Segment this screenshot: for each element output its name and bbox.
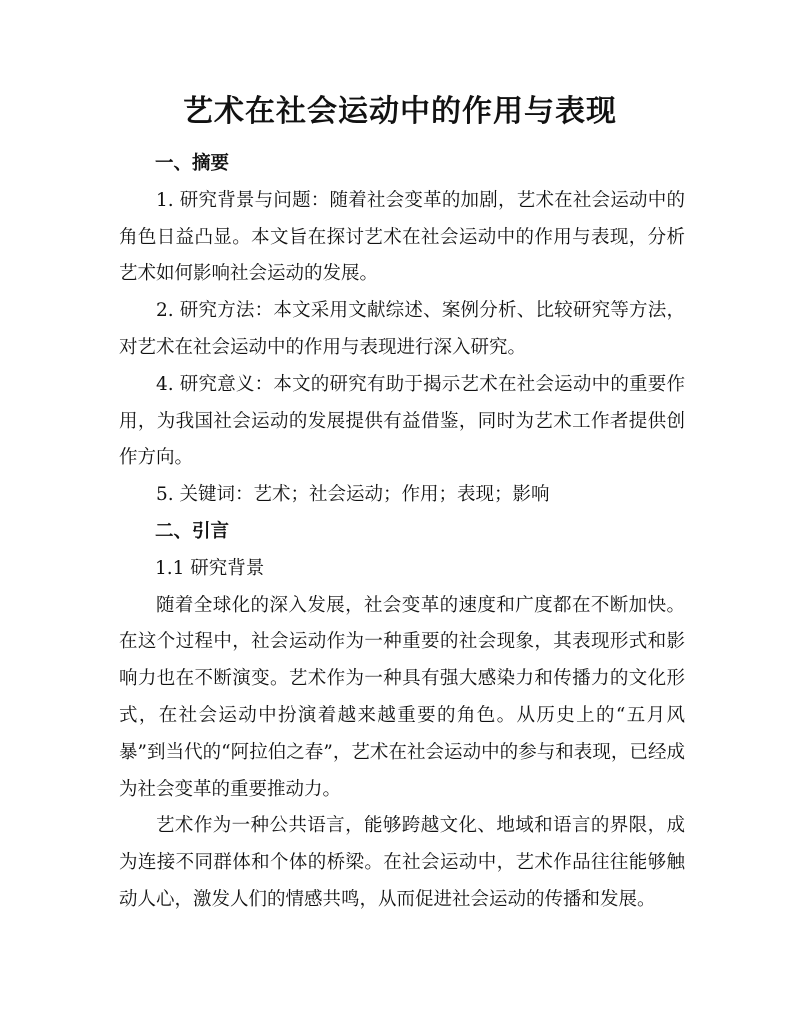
document-title: 艺术在社会运动中的作用与表现 xyxy=(183,94,617,129)
section-heading-abstract: 一、摘要 xyxy=(155,153,230,174)
abstract-paragraph: 2. 研究方法：本文采用文献综述、案例分析、比较研究等方法，对艺术在社会运动中的作用与表现进行深入研究。 xyxy=(119,300,685,358)
subsection-heading-background: 1.1 研究背景 xyxy=(155,557,265,579)
intro-paragraph: 随着全球化的深入发展，社会变革的速度和广度都在不断加快。在这个过程中，社会运动作为一种重要的社会现象，其表现形式和影响力也在不断演变。艺术作为一种具有强大感染力和传播力的文化形式，在社会运动中扮演着越来越重要的角色。从历史上的“五月风暴”到当代的“阿拉伯之春”，艺术在社会运动中的参与和表现，已经成为社会变革的重要推动力。 xyxy=(119,594,685,800)
section-heading-introduction: 二、引言 xyxy=(155,520,230,542)
abstract-keywords: 5. 关键词：艺术；社会运动；作用；表现；影响 xyxy=(156,484,550,506)
intro-paragraph: 艺术作为一种公共语言，能够跨越文化、地域和语言的界限，成为连接不同群体和个体的桥梁。在社会运动中，艺术作品往往能够触动人心，激发人们的情感共鸣，从而促进社会运动的传播和发展。 xyxy=(119,815,685,910)
abstract-paragraph: 4. 研究意义：本文的研究有助于揭示艺术在社会运动中的重要作用，为我国社会运动的发展提供有益借鉴，同时为艺术工作者提供创作方向。 xyxy=(119,373,685,469)
abstract-paragraph: 1. 研究背景与问题：随着社会变革的加剧，艺术在社会运动中的角色日益凸显。本文旨在探讨艺术在社会运动中的作用与表现，分析艺术如何影响社会运动的发展。 xyxy=(119,189,685,285)
document-body xyxy=(119,146,685,919)
